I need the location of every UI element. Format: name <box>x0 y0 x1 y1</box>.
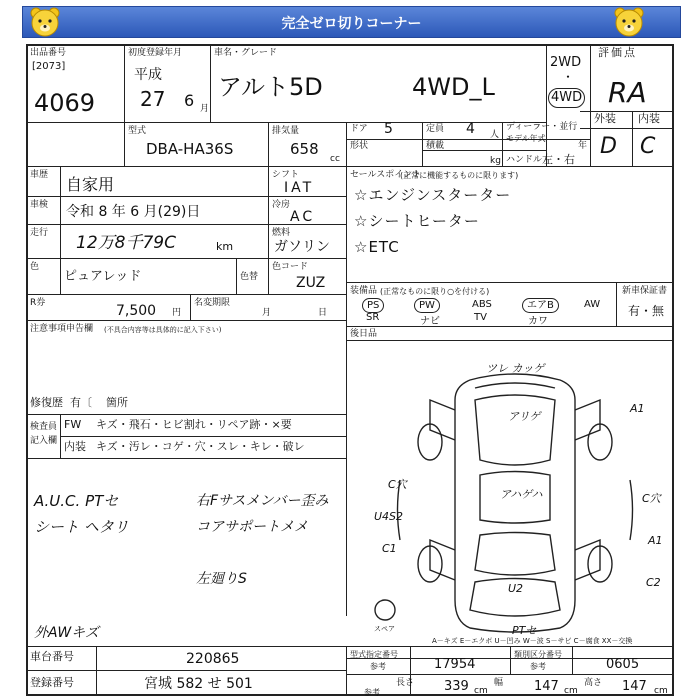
hand-note-1: A.U.C. PTセ <box>34 492 119 510</box>
ref-label: 参考 <box>370 662 386 671</box>
notes-label: 注意事項申告欄 <box>30 324 94 334</box>
load-label: 積載 <box>426 141 445 151</box>
equip-navi: ナビ <box>420 316 440 327</box>
score-int-label: 内装 <box>638 112 660 125</box>
mileage-value: 12万8千79C <box>76 233 176 253</box>
equipment-label: 装備品 <box>350 286 378 296</box>
disp-unit: cc <box>330 154 340 164</box>
cat-label: 類別区分番号 <box>514 650 562 659</box>
cat-value: 0605 <box>606 657 640 672</box>
equip-pw: PW <box>414 298 440 313</box>
ac-label: 冷房 <box>272 200 291 210</box>
score-ext-label: 外装 <box>594 112 616 125</box>
recycle-unit: 円 <box>172 308 182 318</box>
sales-item-1: ☆エンジンスターター <box>354 186 512 204</box>
sales-item-2: ☆シートヒーター <box>354 212 480 230</box>
diag-roof-note: アハゲハ <box>500 488 543 501</box>
hand-note-5: 左廻りS <box>196 571 247 587</box>
sales-item-3: ☆ETC <box>354 238 400 256</box>
disp-label: 排気量 <box>272 126 300 136</box>
shape-label: 形状 <box>350 141 369 151</box>
bear-mascot-icon <box>612 5 646 39</box>
model-no-label: 型式指定番号 <box>350 650 398 659</box>
recycle-label: R券 <box>30 298 46 308</box>
inspector-label-2: 記入欄 <box>30 436 58 446</box>
dealer-model-year: モデル年式 <box>506 134 546 143</box>
color-change-label: 色替 <box>240 272 259 282</box>
shift-value: IAT <box>284 180 315 196</box>
fuel-label: 燃料 <box>272 228 291 238</box>
notes-sub: (不具合内容等は具体的に記入下さい) <box>104 326 222 334</box>
history-value: 自家用 <box>66 175 115 194</box>
lot-sub: [2073] <box>32 61 66 72</box>
mileage-label: 走行 <box>30 228 49 238</box>
equip-aw: AW <box>584 299 601 310</box>
equipment-sub: (正常なものに限り○を付ける) <box>380 287 490 296</box>
history-label: 車歴 <box>30 170 49 180</box>
model-no-value: 17954 <box>434 657 476 672</box>
ac-value: AC <box>290 209 316 225</box>
equip-sr: SR <box>366 312 380 323</box>
diag-trunk: U2 <box>508 582 524 595</box>
first-reg-label: 初度登録年月 <box>128 48 183 58</box>
ref-label-3: 参考 <box>364 688 380 697</box>
height-unit: cm <box>654 686 668 696</box>
reg-value: 宮城 582 せ 501 <box>144 676 253 692</box>
equip-airbag: エアB <box>522 298 559 313</box>
repair-label: 修復歴 <box>30 396 63 409</box>
inspector-label-1: 検査員 <box>30 422 58 432</box>
warranty-value: 有・無 <box>628 304 665 318</box>
shift-label: シフト <box>272 170 300 180</box>
header-bar <box>22 6 681 38</box>
color-label: 色 <box>30 262 40 272</box>
dealer-year-unit: 年 <box>578 141 588 151</box>
dealer-label: ディーラー・並行 <box>506 122 578 132</box>
equip-leather: カワ <box>528 316 548 327</box>
score-ext-value: D <box>600 134 617 159</box>
height-value: 147 <box>622 679 647 694</box>
name-change-month: 月 <box>262 308 272 318</box>
diag-hood-note: アリゲ <box>508 410 541 423</box>
chassis-label: 車台番号 <box>30 650 74 663</box>
diag-c-right: C穴 <box>642 492 661 505</box>
type-label: 型式 <box>128 126 147 136</box>
recycle-value: 7,500 <box>116 303 157 319</box>
diag-spare: スペア <box>374 625 395 633</box>
len-label: 長さ <box>396 678 415 688</box>
sales-label: セールスポイント <box>350 170 422 180</box>
lot-label: 出品番号 <box>30 48 67 58</box>
drive-4wd: 4WD <box>548 88 585 108</box>
width-value: 147 <box>534 679 559 694</box>
fw-items: キズ・飛石・ヒビ割れ・リペア跡・×要 <box>96 418 292 431</box>
diag-c2: C2 <box>646 576 661 589</box>
model-label: 車名・グレード <box>214 48 278 58</box>
ref-label-2: 参考 <box>530 662 546 671</box>
handle-value: 左・右 <box>542 153 575 166</box>
diag-bottom: PTセ <box>512 624 537 637</box>
diag-a1b: A1 <box>648 534 663 547</box>
drive-dot: ・ <box>562 70 575 84</box>
color-value: ピュアレッド <box>64 269 142 284</box>
door-value: 5 <box>384 121 393 137</box>
header-title: 完全ゼロ切りコーナー <box>281 16 422 32</box>
hand-note-6: 外AWキズ <box>34 625 99 641</box>
model-name: アルト5D <box>218 73 323 101</box>
handle-label: ハンドル <box>506 155 543 165</box>
len-unit: cm <box>474 686 488 696</box>
chassis-value: 220865 <box>186 651 240 667</box>
equip-tv: TV <box>474 312 487 323</box>
hand-note-2: シート ヘタリ <box>34 518 129 536</box>
rear-label: 後日品 <box>350 329 378 339</box>
color-code-label: 色コード <box>272 262 309 272</box>
diag-c1: C1 <box>382 542 397 555</box>
repair-suffix: 箇所 <box>106 396 128 409</box>
damage-legend: A－キズ E－エクボ U－凹み W－波 S－サビ C－腐食 XX－交換 <box>432 637 633 645</box>
capacity-unit: 人 <box>490 130 500 140</box>
diag-c-left: C穴 <box>388 478 407 491</box>
drive-2wd: 2WD <box>550 55 582 70</box>
fw-label: FW <box>64 418 82 431</box>
height-label: 高さ <box>584 678 603 688</box>
hand-note-3: 右Fサスメンバー歪み <box>196 493 329 509</box>
sales-sub: (正常に機能するものに限ります) <box>400 171 519 180</box>
score-label: 評価点 <box>598 46 637 59</box>
equip-ps: PS <box>362 298 384 313</box>
int-items: キズ・汚レ・コゲ・穴・スレ・キレ・破レ <box>96 440 305 453</box>
score-value: RA <box>608 76 647 109</box>
bear-mascot-icon <box>28 5 62 39</box>
equip-abs: ABS <box>472 299 492 310</box>
inspection-value: 令和 8 年 6 月(29)日 <box>66 204 201 220</box>
name-change-label: 名変期限 <box>194 298 231 308</box>
width-label: 幅 <box>494 678 504 688</box>
color-code-value: ZUZ <box>296 275 326 291</box>
inspection-label: 車検 <box>30 200 49 210</box>
first-reg-month: 6 <box>184 91 195 110</box>
int-label: 内装 <box>64 440 86 453</box>
first-reg-year: 27 <box>140 87 166 111</box>
diag-u-left: U4S2 <box>374 510 404 523</box>
score-int-value: C <box>640 134 656 159</box>
disp-value: 658 <box>290 140 319 158</box>
warranty-label: 新車保証書 <box>622 286 668 296</box>
type-value: DBA-HA36S <box>146 140 234 158</box>
hand-note-4: コアサポートメメ <box>196 519 308 535</box>
width-unit: cm <box>564 686 578 696</box>
fuel-value: ガソリン <box>274 239 330 255</box>
lot-number: 4069 <box>34 89 96 117</box>
reg-label: 登録番号 <box>30 676 74 689</box>
diag-a1-note: A1 <box>630 402 645 415</box>
model-grade: 4WD_L <box>412 73 495 101</box>
capacity-label: 定員 <box>426 124 445 134</box>
first-reg-era: 平成 <box>134 67 162 83</box>
name-change-day: 日 <box>318 308 328 318</box>
first-reg-month-unit: 月 <box>200 104 210 114</box>
door-label: ドア <box>350 124 368 134</box>
len-value: 339 <box>444 679 469 694</box>
repair-value: 有〔 <box>70 396 92 409</box>
capacity-value: 4 <box>466 121 475 137</box>
diag-top-note: ツレ カッゲ <box>486 362 545 375</box>
mileage-unit: km <box>216 240 234 253</box>
load-unit: kg <box>490 156 501 166</box>
